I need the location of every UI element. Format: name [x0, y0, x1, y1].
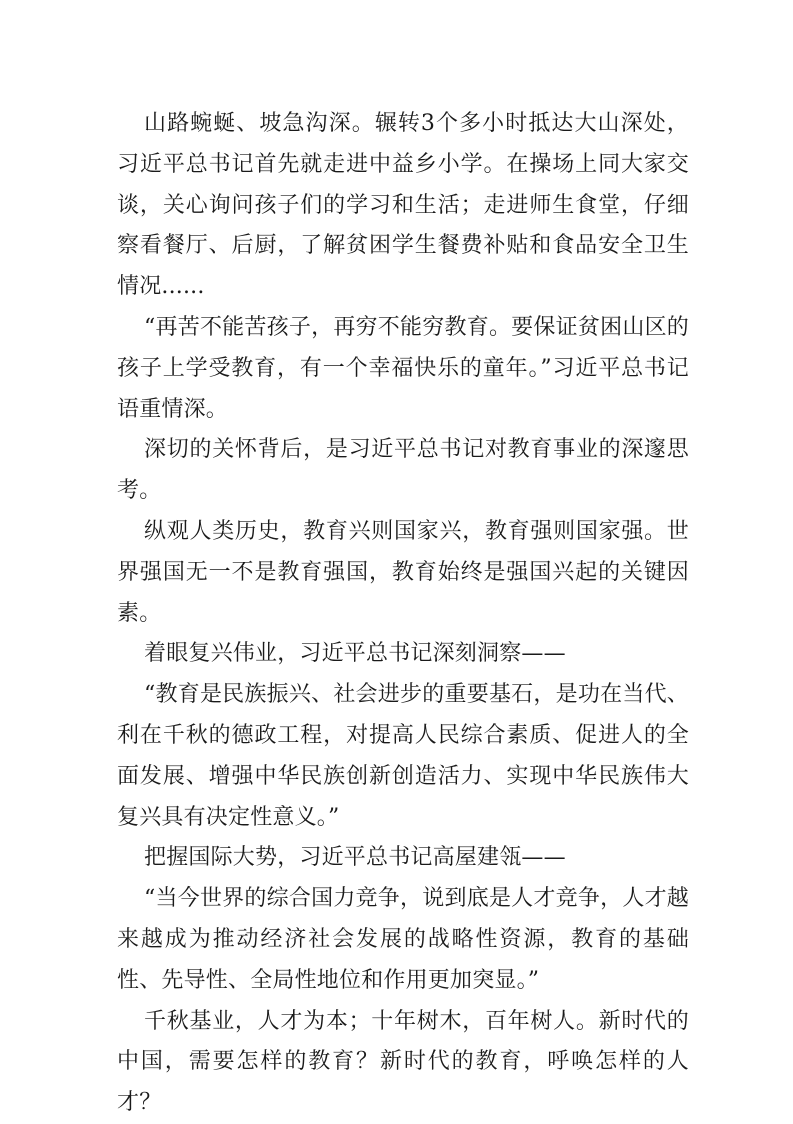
paragraph-8: “当今世界的综合国力竞争，说到底是人才竞争，人才越来越成为推动经济社会发展的战略性资源，教育的基础性、先导性、全局性地位和作用更加突显。”	[117, 886, 689, 993]
paragraph-1: 山路蜿蜒、坡急沟深。辗转3个多小时抵达大山深处，习近平总书记首先就走进中益乡小学。在操场上同大家交谈，关心询问孩子们的学习和生活；走进师生食堂，仔细察看餐厅、后厨，了解贫困学生餐费补贴和食品安全卫生情况......	[117, 111, 689, 300]
article-body	[117, 104, 689, 1124]
paragraph-7: 把握国际大势，习近平总书记高屋建瓴——	[144, 845, 566, 871]
paragraph-4: 纵观人类历史，教育兴则国家兴，教育强则国家强。世界强国无一不是教育强国，教育始终是强国兴起的关键因素。	[117, 518, 689, 626]
paragraph-6: “教育是民族振兴、社会进步的重要基石，是功在当代、利在千秋的德政工程，对提高人民综合素质、促进人的全面发展、增强中华民族创新创造活力、实现中华民族伟大复兴具有决定性意义。”	[117, 682, 689, 830]
paragraph-3: 深切的关怀背后，是习近平总书记对教育事业的深邃思考。	[117, 437, 689, 504]
paragraph-2: “再苦不能苦孩子，再穷不能穷教育。要保证贫困山区的孩子上学受教育，有一个幸福快乐的童年。”习近平总书记语重情深。	[117, 314, 689, 422]
paragraph-5: 着眼复兴伟业，习近平总书记深刻洞察——	[144, 641, 566, 667]
paragraph-9: 千秋基业，人才为本；十年树木，百年树人。新时代的中国，需要怎样的教育？新时代的教育，呼唤怎样的人才？	[117, 1008, 689, 1116]
